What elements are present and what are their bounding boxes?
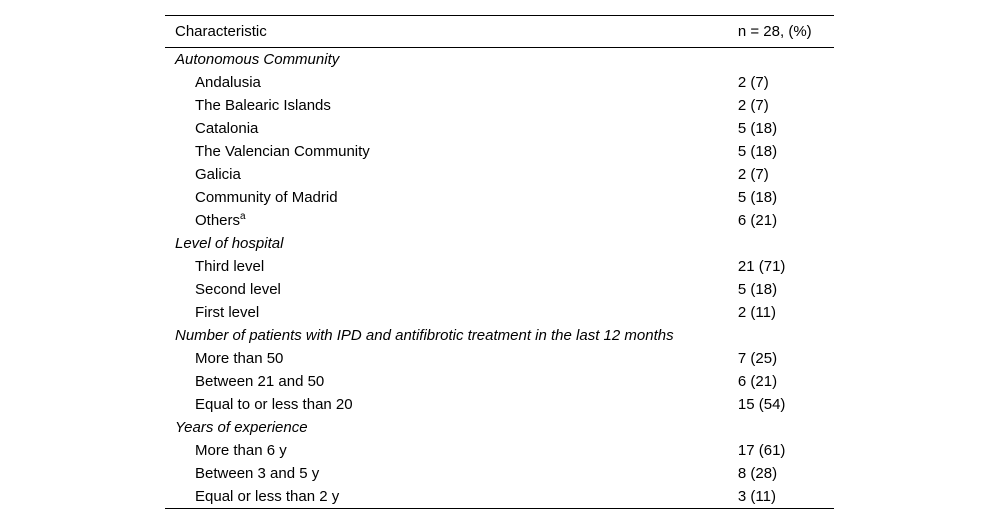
row-value: 7 (25) [737, 350, 778, 367]
group-title: Level of hospital [175, 235, 284, 252]
group-row-years-of-experience [165, 416, 834, 439]
table-row [165, 439, 834, 462]
footnote-marker: a [240, 211, 246, 222]
row-label: First level [195, 304, 260, 321]
row-label: More than 50 [195, 350, 284, 367]
row-value: 8 (28) [737, 465, 778, 482]
group-title: Autonomous Community [175, 51, 340, 68]
table-header [165, 16, 834, 48]
row-value: 2 (7) [737, 166, 769, 183]
row-label: The Balearic Islands [195, 97, 331, 114]
row-value: 15 (54) [737, 396, 786, 413]
row-value: 21 (71) [737, 258, 786, 275]
row-value: 5 (18) [737, 189, 778, 206]
row-value: 5 (18) [737, 281, 778, 298]
group-row-level-of-hospital [165, 232, 834, 255]
table-row [165, 186, 834, 209]
row-value: 5 (18) [737, 143, 778, 160]
row-label: Third level [195, 258, 265, 275]
row-label: Andalusia [195, 74, 261, 91]
table-row [165, 462, 834, 485]
row-value: 17 (61) [737, 442, 786, 459]
characteristics-table-container [165, 15, 834, 509]
row-label: Catalonia [195, 120, 259, 137]
row-value: 2 (11) [737, 304, 776, 321]
row-label: Equal to or less than 20 [195, 396, 353, 413]
table-row [165, 347, 834, 370]
row-label: Others [195, 212, 241, 229]
group-row-number-of-patients [165, 324, 834, 347]
row-label: More than 6 y [195, 442, 287, 459]
header-characteristic: Characteristic [165, 16, 738, 48]
row-value: 6 (21) [737, 212, 778, 229]
table-row [165, 71, 834, 94]
row-label: Second level [195, 281, 281, 298]
table-row [165, 209, 834, 232]
row-value: 3 (11) [738, 485, 834, 509]
row-label-cell [165, 209, 738, 232]
table-row [165, 140, 834, 163]
table-row [165, 301, 834, 324]
table-row [165, 255, 834, 278]
table-row [165, 278, 834, 301]
table-row [165, 163, 834, 186]
table-row [165, 94, 834, 117]
characteristics-table [165, 15, 834, 509]
row-label: Between 21 and 50 [195, 373, 325, 390]
header-value: n = 28, (%) [738, 16, 834, 48]
header-row [165, 16, 834, 48]
table-body [165, 48, 834, 509]
row-label: Equal or less than 2 y [165, 485, 738, 509]
row-label: The Valencian Community [195, 143, 370, 160]
row-value: 2 (7) [737, 97, 769, 114]
row-value: 2 (7) [737, 74, 769, 91]
group-row-autonomous-community [165, 48, 834, 72]
row-value: 5 (18) [737, 120, 778, 137]
row-label: Between 3 and 5 y [195, 465, 320, 482]
table-row [165, 117, 834, 140]
row-label: Community of Madrid [195, 189, 338, 206]
group-title: Number of patients with IPD and antifibrotic treatment in the last 12 months [175, 327, 674, 344]
table-row [165, 370, 834, 393]
row-label: Galicia [195, 166, 241, 183]
row-value: 6 (21) [737, 373, 778, 390]
table-row [165, 485, 834, 509]
table-row [165, 393, 834, 416]
group-title: Years of experience [175, 419, 308, 436]
